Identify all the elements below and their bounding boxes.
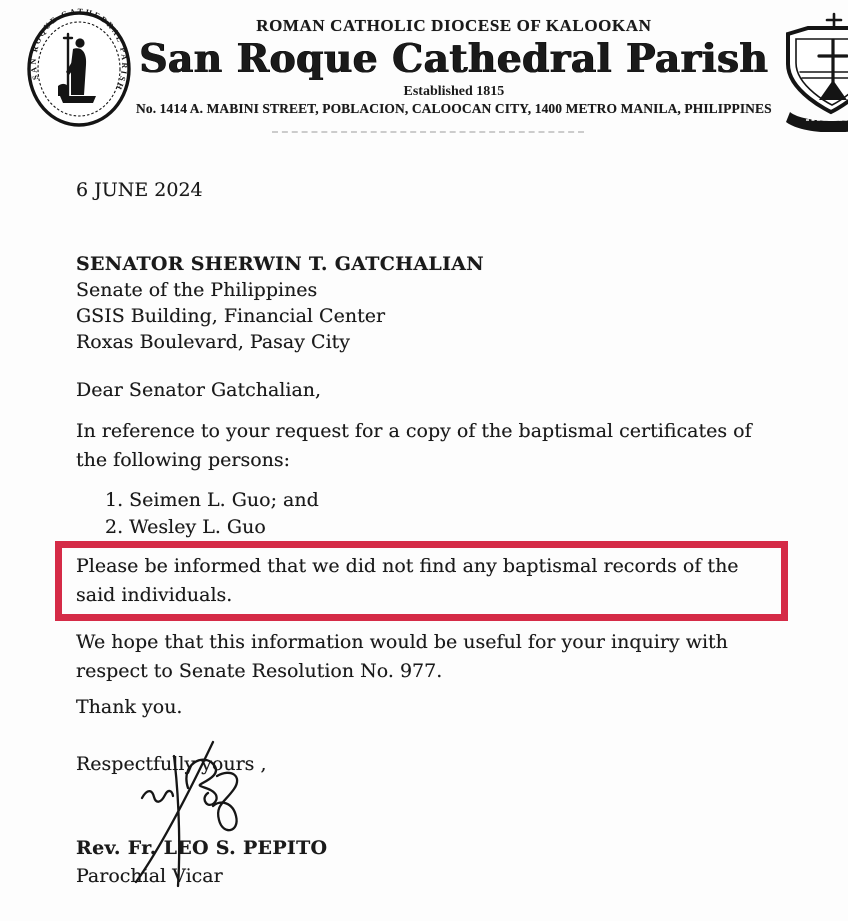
closing-line: Respectfully yours ,	[76, 753, 267, 775]
parish-name: San Roque Cathedral Parish	[139, 36, 769, 82]
letterhead	[0, 0, 848, 136]
recipient-name: SENATOR SHERWIN T. GATCHALIAN	[76, 253, 484, 275]
letterhead-text	[136, 8, 772, 117]
letter-body	[0, 176, 848, 890]
thank-you-line: Thank you.	[76, 696, 183, 718]
red-highlight-box	[55, 541, 788, 621]
letter-date: 6 JUNE 2024	[76, 179, 203, 201]
paragraph-line: the following persons:	[76, 449, 291, 471]
diocese-crest	[772, 8, 848, 136]
recipient-line: Roxas Boulevard, Pasay City	[76, 331, 351, 353]
parish-seal	[24, 8, 136, 134]
paragraph-hope	[76, 628, 788, 686]
header-divider	[272, 131, 584, 133]
list-item: 2. Wesley L. Guo	[105, 516, 266, 538]
paragraph-line: In reference to your request for a copy of the baptismal certificates of	[76, 420, 752, 442]
recipient-line: GSIS Building, Financial Center	[76, 305, 386, 327]
highlighted-line: said individuals.	[76, 584, 233, 606]
diocese-crest-icon	[772, 10, 848, 132]
paragraph-line: We hope that this information would be useful for your inquiry with	[76, 631, 728, 653]
salutation: Dear Senator Gatchalian,	[76, 379, 322, 401]
recipient-block	[76, 251, 788, 355]
highlighted-line: Please be informed that we did not find any baptismal records of the	[76, 555, 739, 577]
signer-title: Parochial Vicar	[76, 865, 223, 887]
parish-seal-icon	[24, 8, 134, 130]
seal-ring-text: SAN ROQUE CATHEDRAL PARISH	[28, 8, 130, 93]
established-line: Established 1815	[403, 84, 505, 99]
list-item: 1. Seimen L. Guo; and	[105, 489, 319, 511]
diocese-name: ROMAN CATHOLIC DIOCESE OF KALOOKAN	[256, 16, 652, 35]
parish-address: No. 1414 A. MABINI STREET, POBLACION, CALOOCAN CITY, 1400 METRO MANILA, PHILIPPINES	[136, 101, 772, 116]
persons-list	[76, 487, 788, 541]
paragraph-line: respect to Senate Resolution No. 977.	[76, 660, 443, 682]
recipient-line: Senate of the Philippines	[76, 279, 318, 301]
signer-name: Rev. Fr. LEO S. PEPITO	[76, 837, 328, 859]
paragraph-request	[76, 417, 788, 475]
